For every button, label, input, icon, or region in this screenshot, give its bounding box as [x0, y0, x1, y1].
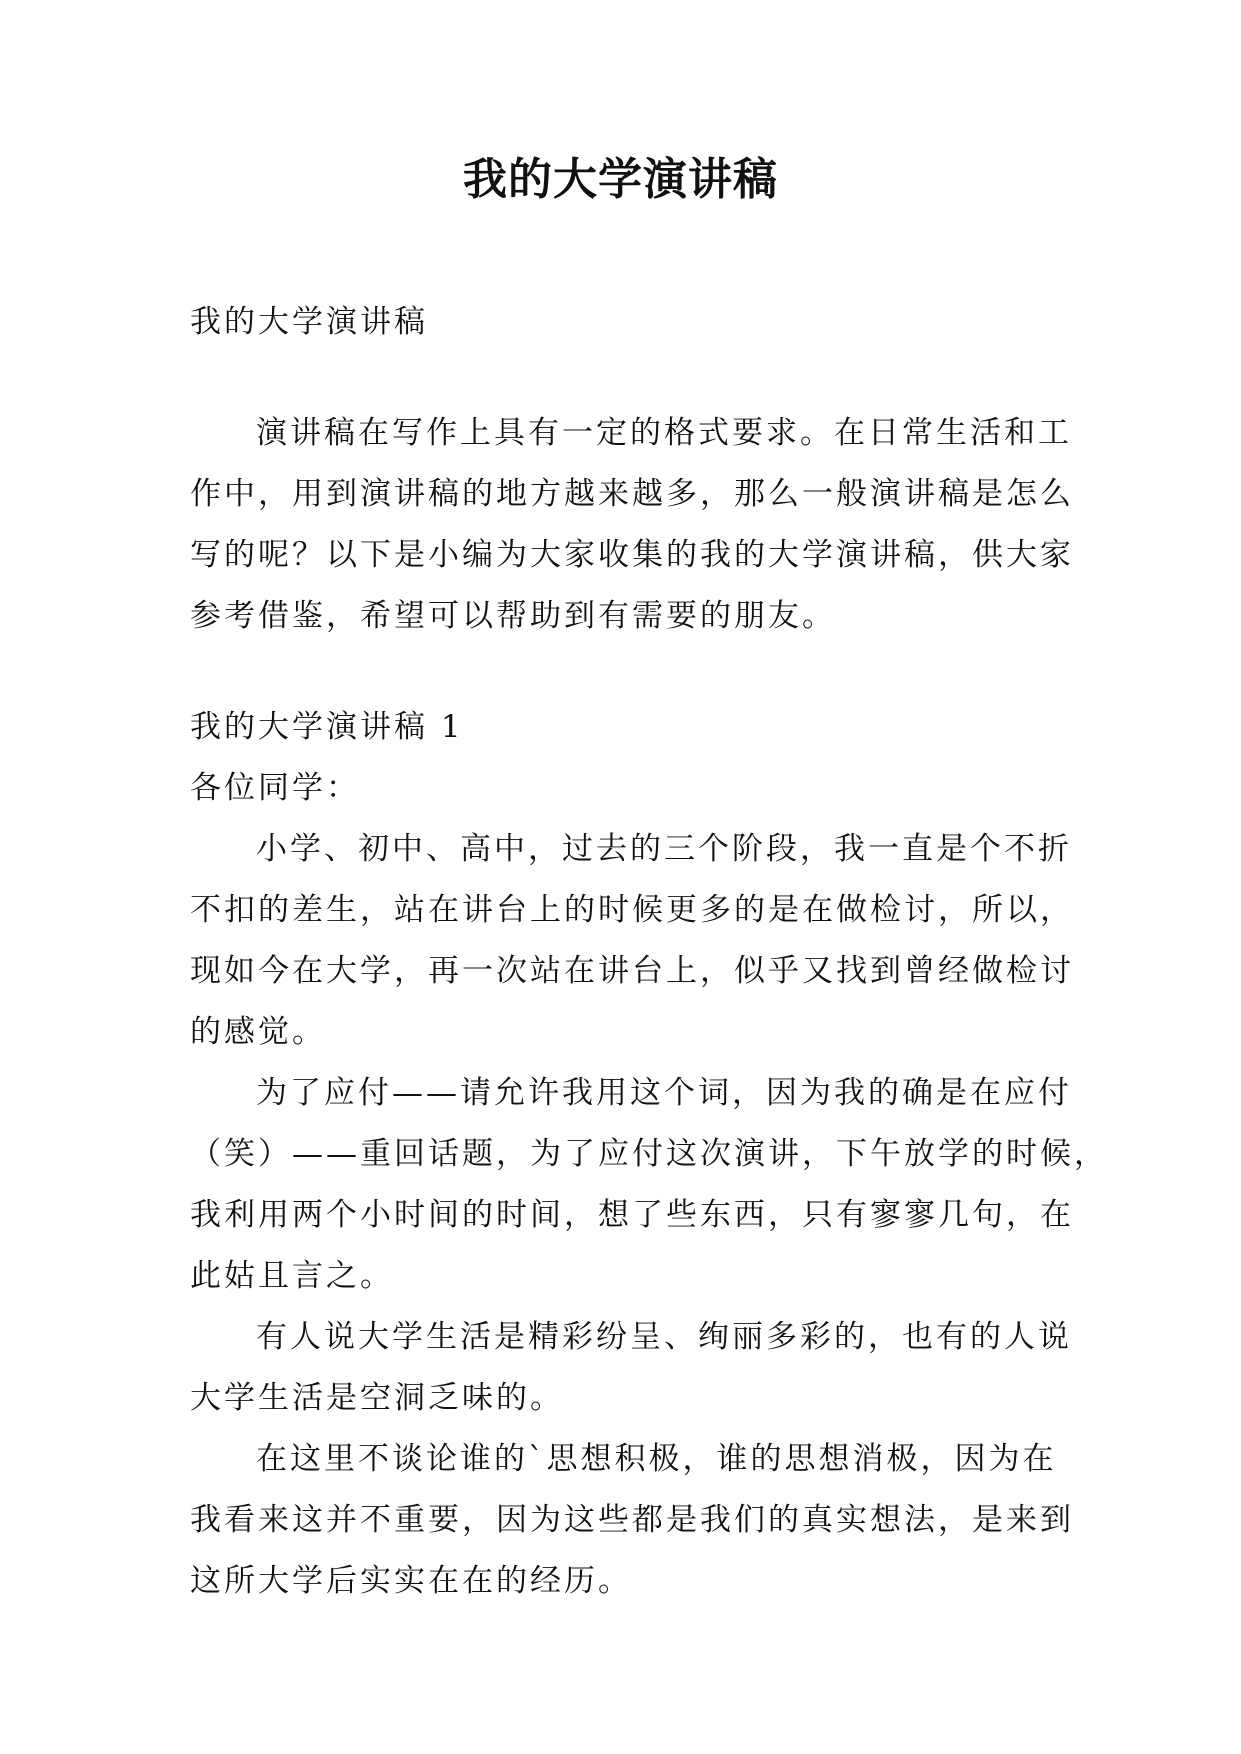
- intro-line: 演讲稿在写作上具有一定的格式要求。在日常生活和工: [256, 415, 1072, 451]
- paragraph-line: 不扣的差生，站在讲台上的时候更多的是在做检讨，所以，: [190, 892, 1074, 928]
- body-paragraph: [190, 819, 1074, 1063]
- intro-line: 写的呢？以下是小编为大家收集的我的大学演讲稿，供大家: [190, 537, 1074, 573]
- body-paragraph: [190, 1307, 1072, 1429]
- paragraph-line: 我利用两个小时间的时间，想了些东西，只有寥寥几句，在: [190, 1197, 1074, 1233]
- paragraph-line: 的感觉。: [190, 1014, 326, 1050]
- document-title: 我的大学演讲稿: [463, 154, 778, 205]
- paragraph-line: 小学、初中、高中，过去的三个阶段，我一直是个不折: [256, 831, 1072, 867]
- paragraph-line: 我看来这并不重要，因为这些都是我们的真实想法，是来到: [190, 1502, 1074, 1538]
- paragraph-line: 在这里不谈论谁的`思想积极，谁的思想消极，因为在: [256, 1441, 1057, 1477]
- body-paragraph: [190, 1063, 1108, 1307]
- spacer: [190, 647, 1060, 697]
- intro-line: 参考借鉴，希望可以帮助到有需要的朋友。: [190, 598, 836, 634]
- intro-line: 作中，用到演讲稿的地方越来越多，那么一般演讲稿是怎么: [190, 476, 1074, 512]
- paragraph-line: 有人说大学生活是精彩纷呈、绚丽多彩的，也有的人说: [256, 1319, 1072, 1355]
- spacer: [190, 353, 1060, 403]
- section-heading: 我的大学演讲稿 1: [190, 709, 464, 745]
- body-paragraph: [190, 1429, 1074, 1612]
- salutation: 各位同学：: [190, 770, 360, 806]
- paragraph-line: 现如今在大学，再一次站在讲台上，似乎又找到曾经做检讨: [190, 953, 1074, 989]
- paragraph-line: 此姑且言之。: [190, 1258, 394, 1294]
- paragraph-line: 这所大学后实实在在的经历。: [190, 1563, 632, 1599]
- paragraph-line: 大学生活是空洞乏味的。: [190, 1380, 564, 1416]
- document-subtitle: 我的大学演讲稿: [190, 304, 428, 340]
- document-body: [190, 292, 1108, 1612]
- paragraph-line: 为了应付——请允许我用这个词，因为我的确是在应付: [256, 1075, 1072, 1111]
- intro-paragraph: [190, 403, 1074, 647]
- paragraph-line: （笑）——重回话题，为了应付这次演讲，下午放学的时候，: [190, 1136, 1108, 1172]
